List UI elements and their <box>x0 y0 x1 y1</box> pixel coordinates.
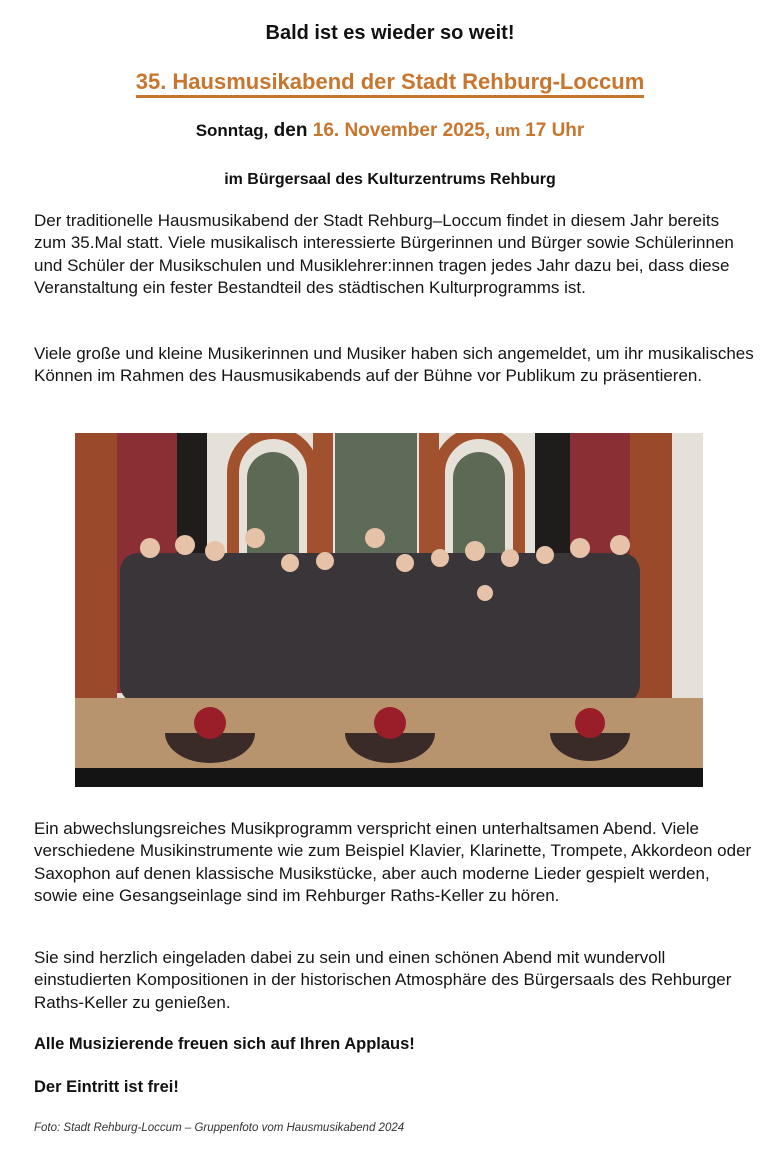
applause-note: Alle Musizierende freuen sich auf Ihren Applaus! <box>34 1035 415 1053</box>
program-paragraph: Ein abwechslungsreiches Musikprogramm verspricht einen unterhaltsamen Abend. Viele verschiedene Musikinstrumente wie zum Beispiel Klavier, Klarinette, Trompete, Akkordeon oder Saxophon auf denen klassische Musikstücke, aber auch moderne Lieder gespielt werden, sowie eine Gesangseinlage sind im Rehburger Raths-Keller zu hören. <box>34 819 752 905</box>
musicians-paragraph: Viele große und kleine Musikerinnen und Musiker haben sich angemeldet, um ihr musikalisches Können im Rahmen des Hausmusikabends auf der Bühne vor Publikum zu präsentieren. <box>34 344 754 386</box>
event-title-text: 35. Hausmusikabend der Stadt Rehburg-Loccum <box>136 69 645 98</box>
date-um: um <box>490 121 526 140</box>
date-weekday: Sonntag, <box>195 121 269 140</box>
event-venue: im Bürgersaal des Kulturzentrums Rehburg <box>224 171 556 188</box>
date-main: 16. November 2025, <box>312 120 491 141</box>
headline: Bald ist es wieder so weit! <box>265 22 515 44</box>
date-time: 17 Uhr <box>525 120 585 141</box>
group-photo <box>75 433 703 787</box>
date-den: den <box>268 120 313 141</box>
invitation-paragraph: Sie sind herzlich eingeladen dabei zu sein und einen schönen Abend mit wundervoll einstudierten Kompositionen in der historischen Atmosphäre des Bürgersaals des Rehburger Raths-Keller zu genießen. <box>34 948 732 1012</box>
event-date <box>0 120 780 142</box>
photo-credit: Foto: Stadt Rehburg-Loccum – Gruppenfoto vom Hausmusikabend 2024 <box>34 1122 405 1134</box>
intro-paragraph: Der traditionelle Hausmusikabend der Stadt Rehburg–Loccum findet in diesem Jahr bereits zum 35.Mal statt. Viele musikalisch interessierte Bürgerinnen und Bürger sowie Schülerinnen und Schüler der Musikschulen und Musiklehrer:innen tragen jedes Jahr dazu bei, dass diese Veranstaltung ein fester Bestandteil des städtischen Kulturprogramms ist. <box>34 211 734 297</box>
event-title <box>0 69 780 98</box>
free-entry-note: Der Eintritt ist frei! <box>34 1078 179 1096</box>
